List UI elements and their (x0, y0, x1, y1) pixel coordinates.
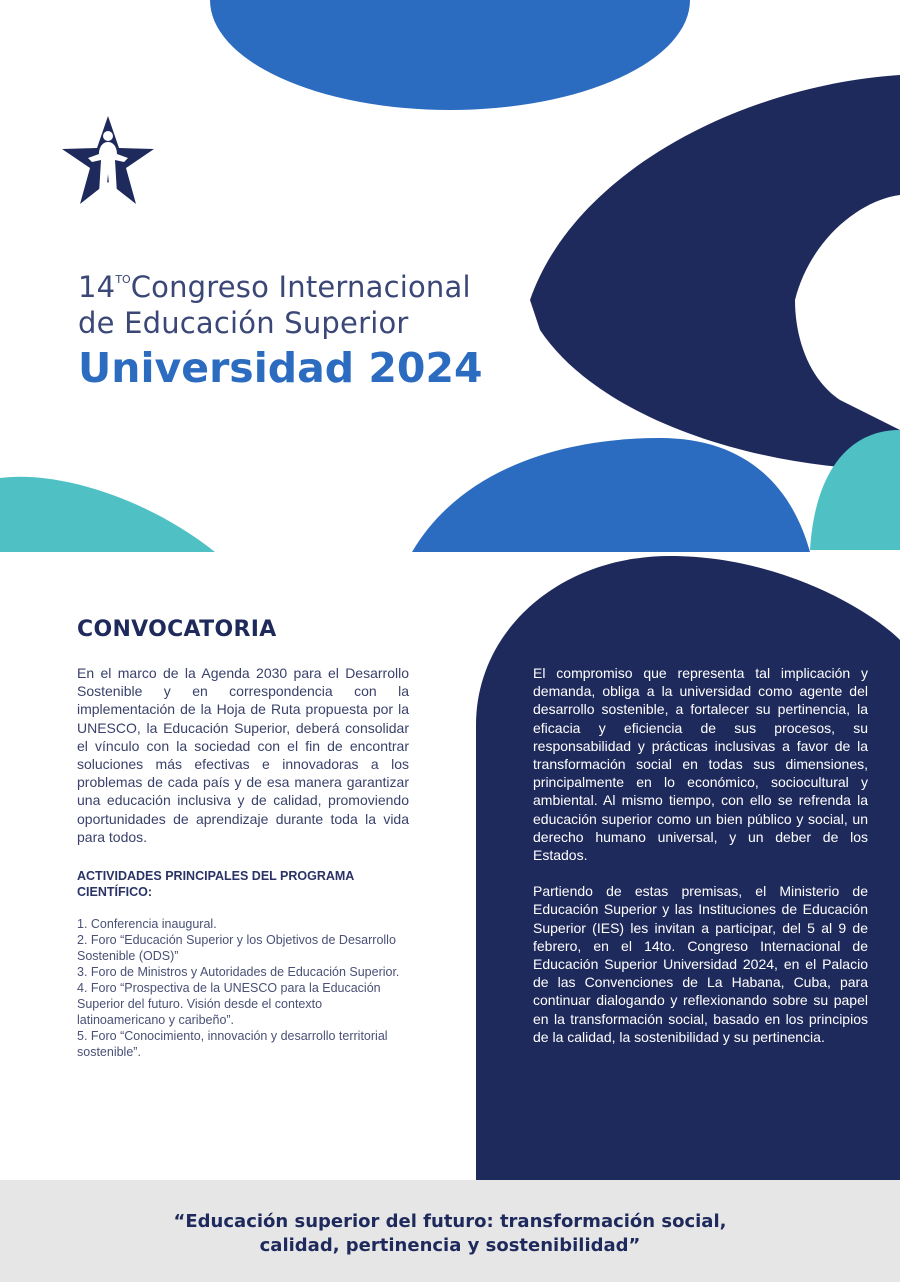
convocatoria-heading: CONVOCATORIA (77, 617, 277, 642)
footer-quote (0, 1210, 900, 1258)
convocatoria-section (77, 617, 409, 1060)
activity-item: 4. Foro “Prospectiva de la UNESCO para la Educación Superior del futuro. Visión desde el contexto latinoamericano y caribeño”. (77, 981, 381, 1028)
title-line-1: $14^{TO}Congreso$ Internacional (78, 270, 471, 304)
activity-item: 5. Foro “Conocimiento, innovación y desarrollo territorial sostenible”. (77, 1029, 388, 1060)
activity-item: 2. Foro “Educación Superior y los Objetivos de Desarrollo Sostenible (ODS)” (77, 933, 396, 964)
congress-title (78, 262, 483, 393)
commitment-paragraph: El compromiso que representa tal implicación y demanda, obliga a la universidad como agente del desarrollo sostenible, a fortalecer su pertinencia, la eficacia y eficiencia de sus procesos, su responsabilidad y prácticas inclusivas a favor de la transformación social en todas sus dimensiones, principalmente en lo económico, sociocultural y ambiental. Al mismo tiempo, con ello se refrenda la educación superior como un bien público y social, un derecho humano universal, y un deber de los Estados. (533, 665, 868, 864)
activity-item: 3. Foro de Ministros y Autoridades de Educación Superior. (77, 965, 400, 980)
invitation-paragraph: Partiendo de estas premisas, el Ministerio de Educación Superior y las Instituciones de Educación Superior (IES) les invitan a participar, del 5 al 9 de febrero, en el 14to. Congreso Internacional de Educación Superior Universidad 2024, en el Palacio de las Convenciones de La Habana, Cuba, para continuar dialogando y reflexionando sobre su papel en la transformación social, basado en los principios de la calidad, la sostenibilidad y su pertinencia. (533, 883, 868, 1045)
title-line-2: de Educación Superior (78, 306, 409, 340)
star-figure-logo-icon (58, 112, 158, 212)
title-universidad-2024: Universidad 2024 (78, 344, 483, 392)
convocatoria-intro: En el marco de la Agenda 2030 para el Desarrollo Sostenible y en correspondencia con la implementación de la Hoja de Ruta propuesta por la UNESCO, la Educación Superior, deberá consolidar el vínculo con la sociedad con el fin de encontrar soluciones más efectivas e innovadoras a los problemas de cada país y de esa manera garantizar una educación inclusiva y de calidad, promoviendo oportunidades de aprendizaje durante toda la vida para todos. (77, 665, 409, 845)
right-panel-text (533, 664, 868, 1046)
activities-heading: ACTIVIDADES PRINCIPALES DEL PROGRAMA CIENTÍFICO: (77, 869, 354, 900)
quote-line-2: calidad, pertinencia y sostenibilidad” (259, 1235, 641, 1256)
top-blue-semicircle (210, 0, 690, 110)
quote-line-1: “Educación superior del futuro: transformación social, (173, 1211, 727, 1232)
activity-item: 1. Conferencia inaugural. (77, 917, 217, 932)
teal-left-shape (0, 477, 215, 552)
navy-ring-shape (530, 75, 900, 300)
title-ordinal-suffix: TO (115, 273, 131, 286)
activities-list (77, 916, 409, 1060)
middle-blue-semicircle (412, 438, 810, 552)
